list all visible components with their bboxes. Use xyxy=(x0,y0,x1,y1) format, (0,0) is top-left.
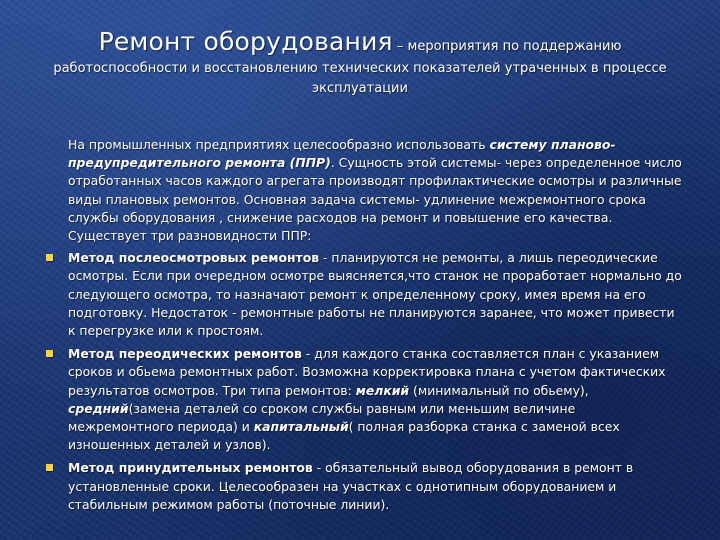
method-description-part4: ( полная разборка станка с заменой всех изношенных деталей и узлов). xyxy=(68,419,620,453)
method-description: - планируются не ремонты, а лишь переодические осмотры. Если при очередном осмотре выясняется,что станок не проработает нормально до следующего осмотра, то назначают ремонт к определенному сроку, имея время на его подготовку. Недостаток - ремонтные работы не планируются заранее, что может привести к перегрузке или к простоям. xyxy=(68,250,682,339)
slide-title xyxy=(40,27,680,99)
list-item-periodic xyxy=(46,345,682,454)
repair-type-capital: капитальный xyxy=(253,419,349,435)
square-bullet-icon xyxy=(46,254,53,261)
title-definition-line1: – мероприятия по поддержанию xyxy=(392,39,622,54)
method-name: Метод переодических ремонтов xyxy=(68,346,302,362)
methods-list xyxy=(46,249,682,514)
method-description: - обязательный вывод оборудования в ремонт в установленные сроки. Целесообразен на участках с однотипным оборудованием и стабильным режимом работы (поточные линии). xyxy=(68,460,634,512)
square-bullet-icon xyxy=(46,464,53,471)
method-description-part1: - для каждого станка составляется план с указанием сроков и обьема ремонтных работ. Возможна корректировка плана с учетом фактических результатов осмотров. Три типа ремонтов: xyxy=(68,346,666,398)
repair-type-minor: мелкий xyxy=(355,382,410,398)
square-bullet-icon xyxy=(46,350,53,357)
method-description-part2: (минимальный по обьему), xyxy=(409,382,589,398)
intro-paragraph xyxy=(68,136,682,245)
method-name: Метод принудительных ремонтов xyxy=(68,460,313,476)
repair-type-medium: средний xyxy=(68,400,129,416)
method-description-part3: (замена деталей со сроком службы равным или меньшим величине межремонтного периода) и xyxy=(68,400,576,435)
intro-term-ppr: систему планово-предупредительного ремонта (ППР) xyxy=(68,137,616,171)
list-item-post-inspection xyxy=(46,249,682,340)
title-definition-line2: работоспособности и восстановлению технических показателей утраченных в процессе эксплуатации xyxy=(53,61,667,96)
list-item-forced xyxy=(46,459,682,514)
title-main: Ремонт оборудования xyxy=(98,27,393,56)
intro-text-2: . Сущность этой системы- через определенное число отработанных часов каждого агрегата производят профилактические осмотры и различные виды плановых ремонтов. Основная задача системы- удлинение межремонтного срока службы оборудования , снижение расходов на ремонт и повышение его качества. Существует три разновидности ППР: xyxy=(68,155,682,244)
intro-text-1: На промышленных предприятиях целесообразно использовать xyxy=(68,137,490,152)
method-name: Метод послеосмотровых ремонтов xyxy=(68,250,320,266)
slide-body xyxy=(46,136,682,519)
